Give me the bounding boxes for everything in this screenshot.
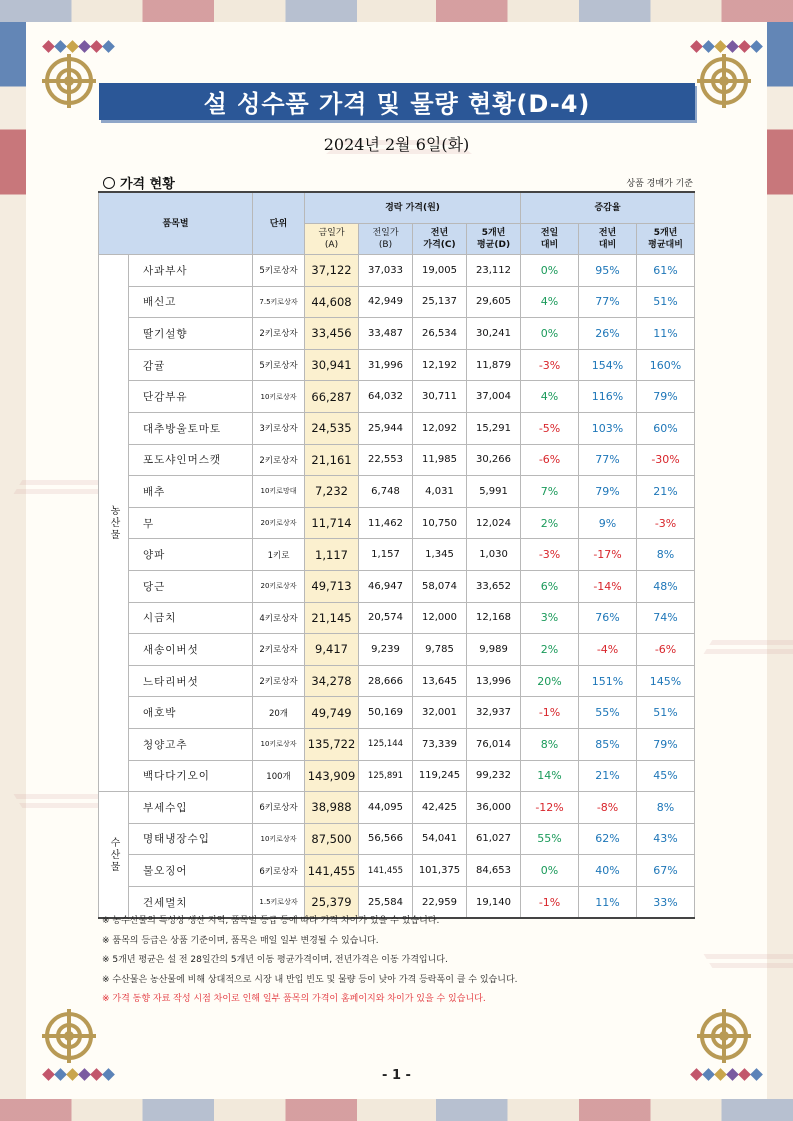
change-vs-prev-day: 7% xyxy=(521,476,579,508)
header-unit: 단위 xyxy=(253,192,305,255)
item-name: 명태냉장수입 xyxy=(129,823,253,855)
change-vs-last-year: 62% xyxy=(579,823,637,855)
item-name: 배신고 xyxy=(129,286,253,318)
price-avg5: 76,014 xyxy=(467,728,521,760)
price-last-year: 12,092 xyxy=(413,412,467,444)
price-today: 38,988 xyxy=(305,792,359,824)
item-name: 당근 xyxy=(129,570,253,602)
price-avg5: 61,027 xyxy=(467,823,521,855)
price-prev-day: 6,748 xyxy=(359,476,413,508)
change-vs-prev-day: -3% xyxy=(521,349,579,381)
price-last-year: 12,192 xyxy=(413,349,467,381)
item-name: 청양고추 xyxy=(129,728,253,760)
diamond-ornament-icon xyxy=(44,42,113,51)
change-vs-last-year: 95% xyxy=(579,255,637,287)
item-name: 시금치 xyxy=(129,602,253,634)
item-unit: 2키로상자 xyxy=(253,634,305,666)
item-name: 대추방울토마토 xyxy=(129,412,253,444)
change-vs-last-year: -14% xyxy=(579,570,637,602)
item-name: 건세멸치 xyxy=(129,886,253,918)
change-vs-prev-day: 6% xyxy=(521,570,579,602)
change-vs-last-year: 79% xyxy=(579,476,637,508)
price-today: 9,417 xyxy=(305,634,359,666)
price-last-year: 13,645 xyxy=(413,665,467,697)
price-today: 37,122 xyxy=(305,255,359,287)
item-name: 새송이버섯 xyxy=(129,634,253,666)
change-vs-avg5: 79% xyxy=(637,381,695,413)
item-name: 부세수입 xyxy=(129,792,253,824)
category-fish: 수산물 xyxy=(99,792,129,919)
change-vs-last-year: 11% xyxy=(579,886,637,918)
item-name: 백다다기오이 xyxy=(129,760,253,792)
footnote: ※ 농수산물의 특성상 생산 지역, 품목별 등급 등에 따라 가격 차이가 있을 수 있습니다. xyxy=(102,916,440,926)
change-vs-prev-day: -1% xyxy=(521,886,579,918)
item-name: 애호박 xyxy=(129,697,253,729)
page-title: 설 성수품 가격 및 물량 현황(D-4) xyxy=(203,90,591,118)
change-vs-prev-day: 0% xyxy=(521,255,579,287)
price-today: 141,455 xyxy=(305,855,359,887)
table-row xyxy=(99,412,695,444)
top-border-pattern xyxy=(0,0,793,22)
change-vs-avg5: 45% xyxy=(637,760,695,792)
item-name: 물오징어 xyxy=(129,855,253,887)
item-unit: 20개 xyxy=(253,697,305,729)
price-last-year: 12,000 xyxy=(413,602,467,634)
price-avg5: 36,000 xyxy=(467,792,521,824)
table-row xyxy=(99,255,695,287)
price-avg5: 12,024 xyxy=(467,507,521,539)
corner-ornament-icon xyxy=(38,1005,100,1067)
header-prev-day: 전일가 (B) xyxy=(359,224,413,255)
item-unit: 100개 xyxy=(253,760,305,792)
item-unit: 6키로상자 xyxy=(253,792,305,824)
change-vs-avg5: -3% xyxy=(637,507,695,539)
header-vs-last-year: 전년 대비 xyxy=(579,224,637,255)
price-prev-day: 50,169 xyxy=(359,697,413,729)
circle-bullet-icon xyxy=(103,177,115,189)
corner-ornament-icon xyxy=(693,1005,755,1067)
change-vs-avg5: 48% xyxy=(637,570,695,602)
price-basis-note: 상품 경매가 기준 xyxy=(626,179,693,189)
change-vs-prev-day: -6% xyxy=(521,444,579,476)
change-vs-prev-day: 3% xyxy=(521,602,579,634)
table-row xyxy=(99,634,695,666)
change-vs-prev-day: 0% xyxy=(521,855,579,887)
change-vs-last-year: 77% xyxy=(579,286,637,318)
price-last-year: 11,985 xyxy=(413,444,467,476)
price-last-year: 58,074 xyxy=(413,570,467,602)
corner-ornament-icon xyxy=(693,50,755,112)
change-vs-avg5: -30% xyxy=(637,444,695,476)
header-vs-prev-day: 전일 대비 xyxy=(521,224,579,255)
change-vs-avg5: 160% xyxy=(637,349,695,381)
change-vs-avg5: 21% xyxy=(637,476,695,508)
item-name: 딸기설향 xyxy=(129,318,253,350)
item-unit: 10키로망대 xyxy=(253,476,305,508)
footnote: ※ 품목의 등급은 상품 기준이며, 품목은 매일 일부 변경될 수 있습니다. xyxy=(102,935,379,946)
table-row xyxy=(99,318,695,350)
table-row xyxy=(99,570,695,602)
item-name: 느타리버섯 xyxy=(129,665,253,697)
table-row xyxy=(99,286,695,318)
price-table xyxy=(98,191,695,919)
section-title: 가격 현황 xyxy=(120,177,175,192)
page-number: - 1 - xyxy=(382,1068,411,1083)
price-last-year: 1,345 xyxy=(413,539,467,571)
price-prev-day: 1,157 xyxy=(359,539,413,571)
table-row xyxy=(99,476,695,508)
header-item: 품목별 xyxy=(99,192,253,255)
price-today: 24,535 xyxy=(305,412,359,444)
item-unit: 4키로상자 xyxy=(253,602,305,634)
change-vs-avg5: 43% xyxy=(637,823,695,855)
change-vs-last-year: -8% xyxy=(579,792,637,824)
item-unit: 3키로상자 xyxy=(253,412,305,444)
price-avg5: 30,241 xyxy=(467,318,521,350)
header-vs-avg5: 5개년 평균대비 xyxy=(637,224,695,255)
price-today: 49,713 xyxy=(305,570,359,602)
change-vs-prev-day: 4% xyxy=(521,286,579,318)
change-vs-last-year: 154% xyxy=(579,349,637,381)
change-vs-last-year: -4% xyxy=(579,634,637,666)
item-name: 배추 xyxy=(129,476,253,508)
price-last-year: 19,005 xyxy=(413,255,467,287)
price-last-year: 30,711 xyxy=(413,381,467,413)
item-name: 양파 xyxy=(129,539,253,571)
price-today: 21,161 xyxy=(305,444,359,476)
price-prev-day: 25,584 xyxy=(359,886,413,918)
change-vs-last-year: 40% xyxy=(579,855,637,887)
price-today: 87,500 xyxy=(305,823,359,855)
change-vs-avg5: 8% xyxy=(637,539,695,571)
item-name: 감귤 xyxy=(129,349,253,381)
price-today: 25,379 xyxy=(305,886,359,918)
change-vs-avg5: 11% xyxy=(637,318,695,350)
change-vs-avg5: -6% xyxy=(637,634,695,666)
price-prev-day: 33,487 xyxy=(359,318,413,350)
price-avg5: 13,996 xyxy=(467,665,521,697)
price-today: 21,145 xyxy=(305,602,359,634)
item-unit: 5키로상자 xyxy=(253,255,305,287)
price-last-year: 119,245 xyxy=(413,760,467,792)
change-vs-prev-day: 0% xyxy=(521,318,579,350)
header-auction-price: 경락 가격(원) xyxy=(305,192,521,224)
price-last-year: 10,750 xyxy=(413,507,467,539)
change-vs-avg5: 51% xyxy=(637,697,695,729)
price-prev-day: 44,095 xyxy=(359,792,413,824)
price-avg5: 37,004 xyxy=(467,381,521,413)
item-unit: 20키로상자 xyxy=(253,507,305,539)
price-avg5: 32,937 xyxy=(467,697,521,729)
item-unit: 2키로상자 xyxy=(253,444,305,476)
table-row xyxy=(99,665,695,697)
price-today: 44,608 xyxy=(305,286,359,318)
price-last-year: 25,137 xyxy=(413,286,467,318)
header-change-rate: 증감율 xyxy=(521,192,695,224)
header-today: 금일가 (A) xyxy=(305,224,359,255)
footnote-warning: ※ 가격 동향 자료 작성 시점 차이로 인해 일부 품목의 가격이 홈페이지와 차이가 있을 수 있습니다. xyxy=(102,994,486,1004)
price-last-year: 32,001 xyxy=(413,697,467,729)
table-row xyxy=(99,381,695,413)
change-vs-last-year: 26% xyxy=(579,318,637,350)
price-last-year: 54,041 xyxy=(413,823,467,855)
change-vs-prev-day: 20% xyxy=(521,665,579,697)
price-last-year: 101,375 xyxy=(413,855,467,887)
price-avg5: 19,140 xyxy=(467,886,521,918)
item-name: 포도샤인머스캣 xyxy=(129,444,253,476)
table-row xyxy=(99,507,695,539)
change-vs-prev-day: 2% xyxy=(521,634,579,666)
item-unit: 6키로상자 xyxy=(253,855,305,887)
item-name: 사과부사 xyxy=(129,255,253,287)
item-unit: 2키로상자 xyxy=(253,318,305,350)
price-avg5: 5,991 xyxy=(467,476,521,508)
price-today: 33,456 xyxy=(305,318,359,350)
change-vs-last-year: 55% xyxy=(579,697,637,729)
table-row xyxy=(99,823,695,855)
price-last-year: 26,534 xyxy=(413,318,467,350)
change-vs-last-year: 103% xyxy=(579,412,637,444)
price-avg5: 11,879 xyxy=(467,349,521,381)
change-vs-avg5: 33% xyxy=(637,886,695,918)
footnote: ※ 수산물은 농산물에 비해 상대적으로 시장 내 반입 빈도 및 물량 등이 낮아 가격 등락폭이 클 수 있습니다. xyxy=(102,974,518,985)
header-last-year: 전년 가격(C) xyxy=(413,224,467,255)
change-vs-last-year: -17% xyxy=(579,539,637,571)
change-vs-avg5: 67% xyxy=(637,855,695,887)
price-today: 135,722 xyxy=(305,728,359,760)
price-today: 30,941 xyxy=(305,349,359,381)
item-unit: 2키로상자 xyxy=(253,665,305,697)
table-row xyxy=(99,792,695,824)
price-prev-day: 9,239 xyxy=(359,634,413,666)
item-unit: 20키로상자 xyxy=(253,570,305,602)
price-avg5: 99,232 xyxy=(467,760,521,792)
price-prev-day: 125,144 xyxy=(359,728,413,760)
change-vs-last-year: 85% xyxy=(579,728,637,760)
change-vs-prev-day: 8% xyxy=(521,728,579,760)
change-vs-avg5: 61% xyxy=(637,255,695,287)
change-vs-prev-day: 2% xyxy=(521,507,579,539)
item-unit: 10키로상자 xyxy=(253,823,305,855)
price-last-year: 9,785 xyxy=(413,634,467,666)
corner-ornament-icon xyxy=(38,50,100,112)
price-prev-day: 20,574 xyxy=(359,602,413,634)
change-vs-prev-day: 55% xyxy=(521,823,579,855)
table-row xyxy=(99,602,695,634)
price-last-year: 4,031 xyxy=(413,476,467,508)
footnote: ※ 5개년 평균은 설 전 28일간의 5개년 이동 평균가격이며, 전년가격은 이동 가격입니다. xyxy=(102,955,448,965)
table-row xyxy=(99,539,695,571)
diamond-ornament-icon xyxy=(692,42,761,51)
change-vs-prev-day: 14% xyxy=(521,760,579,792)
change-vs-last-year: 21% xyxy=(579,760,637,792)
bottom-border-pattern xyxy=(0,1099,793,1121)
price-prev-day: 46,947 xyxy=(359,570,413,602)
price-avg5: 15,291 xyxy=(467,412,521,444)
item-name: 무 xyxy=(129,507,253,539)
change-vs-prev-day: 4% xyxy=(521,381,579,413)
change-vs-avg5: 74% xyxy=(637,602,695,634)
price-today: 1,117 xyxy=(305,539,359,571)
change-vs-prev-day: -1% xyxy=(521,697,579,729)
price-prev-day: 125,891 xyxy=(359,760,413,792)
table-row xyxy=(99,760,695,792)
price-prev-day: 22,553 xyxy=(359,444,413,476)
price-last-year: 73,339 xyxy=(413,728,467,760)
table-row xyxy=(99,855,695,887)
item-unit: 1키로 xyxy=(253,539,305,571)
price-prev-day: 141,455 xyxy=(359,855,413,887)
price-prev-day: 56,566 xyxy=(359,823,413,855)
table-row xyxy=(99,728,695,760)
page-title-banner xyxy=(99,83,695,120)
header-avg5: 5개년 평균(D) xyxy=(467,224,521,255)
table-row xyxy=(99,349,695,381)
price-avg5: 33,652 xyxy=(467,570,521,602)
change-vs-avg5: 51% xyxy=(637,286,695,318)
price-prev-day: 64,032 xyxy=(359,381,413,413)
change-vs-last-year: 151% xyxy=(579,665,637,697)
table-row xyxy=(99,444,695,476)
price-avg5: 84,653 xyxy=(467,855,521,887)
change-vs-last-year: 116% xyxy=(579,381,637,413)
change-vs-last-year: 77% xyxy=(579,444,637,476)
price-today: 49,749 xyxy=(305,697,359,729)
price-prev-day: 11,462 xyxy=(359,507,413,539)
price-today: 11,714 xyxy=(305,507,359,539)
change-vs-avg5: 145% xyxy=(637,665,695,697)
item-unit: 7.5키로상자 xyxy=(253,286,305,318)
change-vs-last-year: 9% xyxy=(579,507,637,539)
price-today: 34,278 xyxy=(305,665,359,697)
item-unit: 1.5키로상자 xyxy=(253,886,305,918)
change-vs-avg5: 79% xyxy=(637,728,695,760)
price-prev-day: 42,949 xyxy=(359,286,413,318)
item-unit: 10키로상자 xyxy=(253,728,305,760)
price-prev-day: 31,996 xyxy=(359,349,413,381)
price-avg5: 29,605 xyxy=(467,286,521,318)
section-heading xyxy=(103,173,175,192)
price-today: 7,232 xyxy=(305,476,359,508)
change-vs-last-year: 76% xyxy=(579,602,637,634)
price-prev-day: 25,944 xyxy=(359,412,413,444)
item-unit: 5키로상자 xyxy=(253,349,305,381)
price-avg5: 1,030 xyxy=(467,539,521,571)
change-vs-prev-day: -12% xyxy=(521,792,579,824)
report-date: 2024년 2월 6일(화) xyxy=(323,135,470,154)
change-vs-prev-day: -5% xyxy=(521,412,579,444)
price-today: 66,287 xyxy=(305,381,359,413)
price-avg5: 30,266 xyxy=(467,444,521,476)
change-vs-avg5: 8% xyxy=(637,792,695,824)
price-prev-day: 28,666 xyxy=(359,665,413,697)
item-unit: 10키로상자 xyxy=(253,381,305,413)
price-avg5: 12,168 xyxy=(467,602,521,634)
item-name: 단감부유 xyxy=(129,381,253,413)
change-vs-prev-day: -3% xyxy=(521,539,579,571)
footnotes xyxy=(102,912,518,1010)
price-avg5: 9,989 xyxy=(467,634,521,666)
price-avg5: 23,112 xyxy=(467,255,521,287)
price-last-year: 42,425 xyxy=(413,792,467,824)
change-vs-avg5: 60% xyxy=(637,412,695,444)
category-agri: 농산물 xyxy=(99,255,129,792)
price-prev-day: 37,033 xyxy=(359,255,413,287)
price-last-year: 22,959 xyxy=(413,886,467,918)
table-row xyxy=(99,697,695,729)
price-today: 143,909 xyxy=(305,760,359,792)
